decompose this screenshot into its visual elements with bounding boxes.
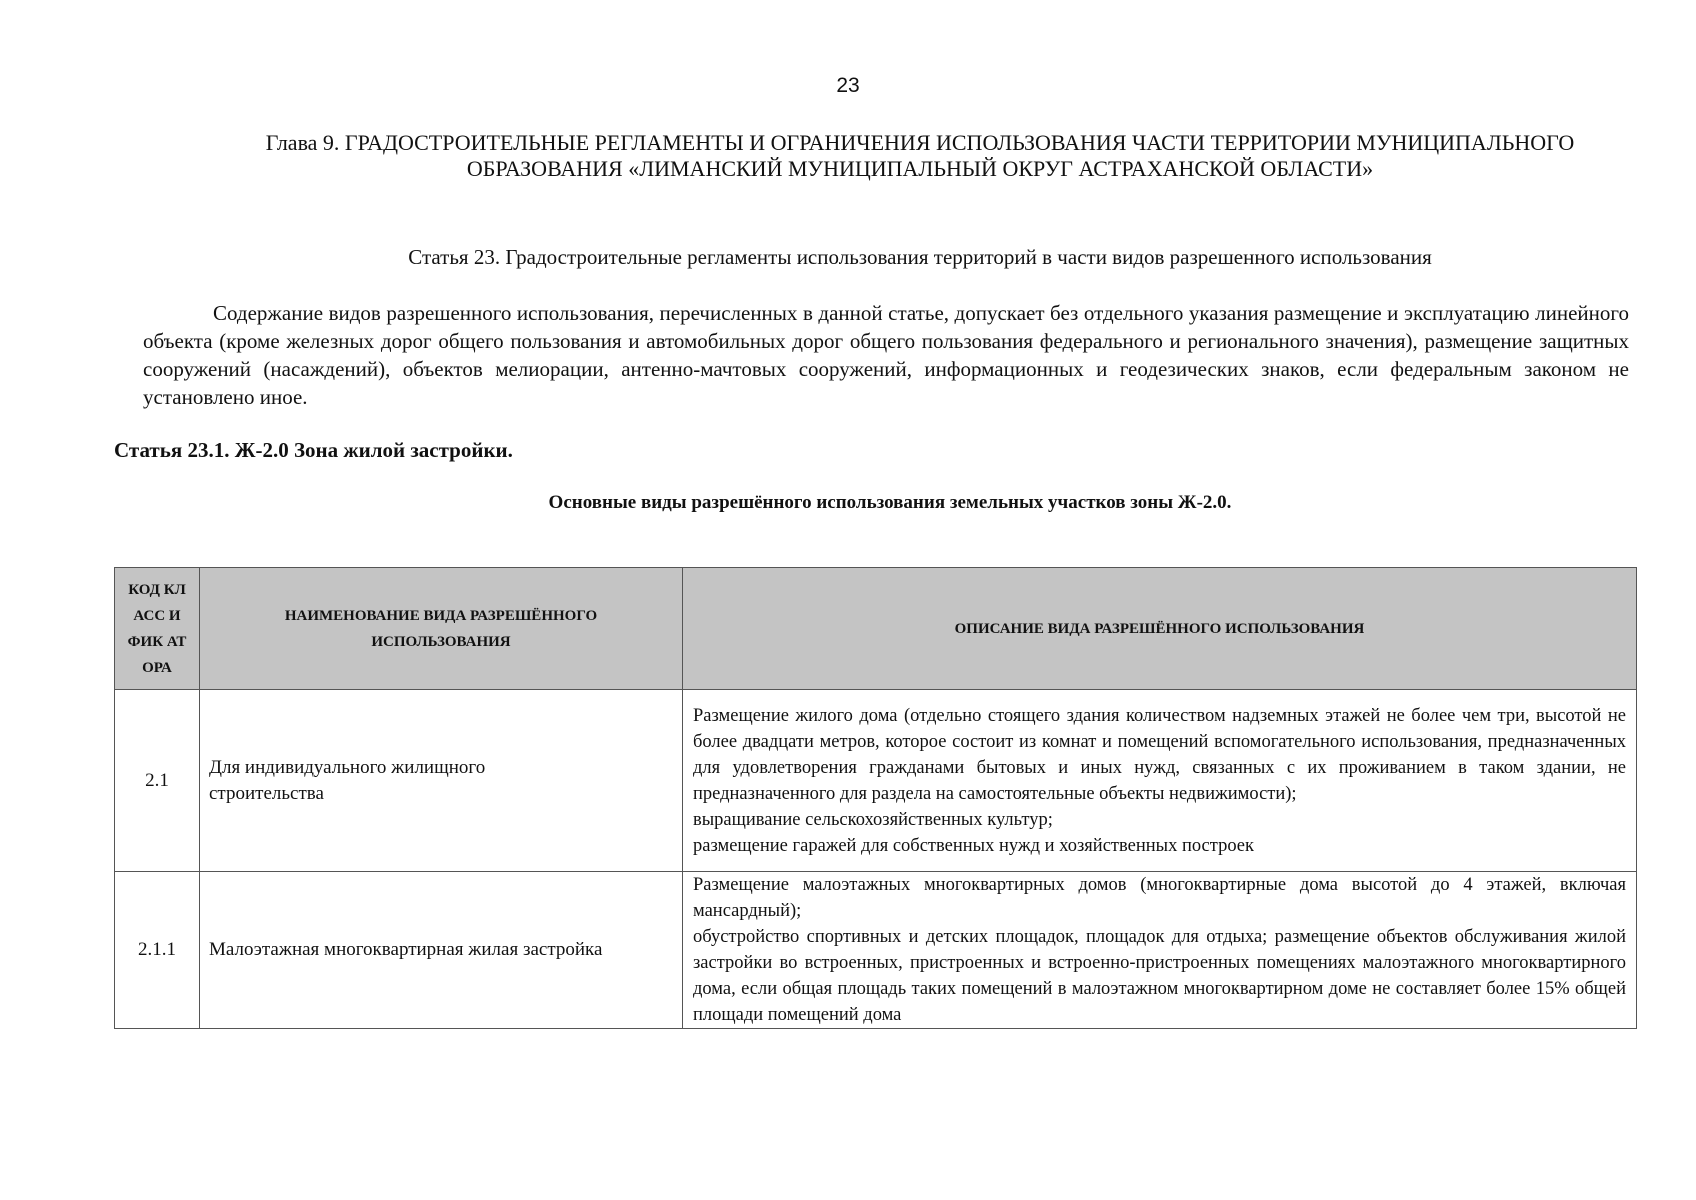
row-code: 2.1.1 [115, 872, 200, 1029]
header-code: КОД КЛАСС ИФИК АТОРА [115, 568, 200, 690]
description-paragraph: выращивание сельскохозяйственных культур; [693, 809, 1053, 830]
row-description [683, 690, 1637, 872]
table-row [115, 690, 1637, 872]
header-name: НАИМЕНОВАНИЕ ВИДА РАЗРЕШЁННОГО ИСПОЛЬЗОВАНИЯ [200, 568, 683, 690]
row-name: Для индивидуального жилищного строительства [200, 690, 683, 872]
row-name: Малоэтажная многоквартирная жилая застройка [200, 872, 683, 1029]
article-title: Статья 23. Градостроительные регламенты использования территорий в части видов разрешенного использования [408, 245, 1432, 269]
description-paragraph: обустройство спортивных и детских площадок, площадок для отдыха; размещение объектов обслуживания жилой застройки во встроенных, пристроенных и встроенно-пристроенных помещениях малоэтажного многоквартирного дома, если общая площадь таких помещений в малоэтажном многоквартирном доме не составляет более 15% общей площади помещений дома [693, 927, 1626, 1025]
row-code: 2.1 [115, 690, 200, 872]
description-paragraph: размещение гаражей для собственных нужд и хозяйственных построек [693, 835, 1255, 856]
chapter-title-line1: Глава 9. ГРАДОСТРОИТЕЛЬНЫЕ РЕГЛАМЕНТЫ И ОГРАНИЧЕНИЯ ИСПОЛЬЗОВАНИЯ ЧАСТИ ТЕРРИТОРИИ МУНИЦИПАЛЬНОГО [265, 130, 1575, 155]
chapter-title [120, 130, 1696, 182]
description-paragraph: Размещение малоэтажных многоквартирных домов (многоквартирные дома высотой до 4 этажей, включая мансардный); [693, 875, 1626, 921]
table-caption: Основные виды разрешённого использования земельных участков зоны Ж-2.0. [548, 492, 1232, 513]
description-paragraph: Размещение жилого дома (отдельно стоящего здания количеством надземных этажей не более чем три, высотой не более двадцати метров, которое состоит из комнат и помещений вспомогательного использования, предназначенных для удовлетворения гражданами бытовых и иных нужд, связанных с их проживанием в таком здании, не предназначенного для раздела на самостоятельные объекты недвижимости); [693, 705, 1626, 804]
row-description [683, 872, 1637, 1029]
table-row [115, 872, 1637, 1029]
permitted-use-table [114, 567, 1637, 1029]
chapter-title-line2: ОБРАЗОВАНИЯ «ЛИМАНСКИЙ МУНИЦИПАЛЬНЫЙ ОКРУГ АСТРАХАНСКОЙ ОБЛАСТИ» [466, 156, 1374, 181]
intro-paragraph: Содержание видов разрешенного использования, перечисленных в данной статье, допускает без отдельного указания размещение и эксплуатацию линейного объекта (кроме железных дорог общего пользования и автомобильных дорог общего пользования федерального и регионального значения), размещение защитных сооружений (насаждений), объектов мелиорации, антенно-мачтовых сооружений, информационных и геодезических знаков, если федеральным законом не установлено иное. [143, 301, 1629, 409]
table-header-row [115, 568, 1637, 690]
subarticle-title: Статья 23.1. Ж-2.0 Зона жилой застройки. [114, 438, 513, 462]
page-number: 23 [836, 74, 860, 97]
header-description: ОПИСАНИЕ ВИДА РАЗРЕШЁННОГО ИСПОЛЬЗОВАНИЯ [683, 568, 1637, 690]
